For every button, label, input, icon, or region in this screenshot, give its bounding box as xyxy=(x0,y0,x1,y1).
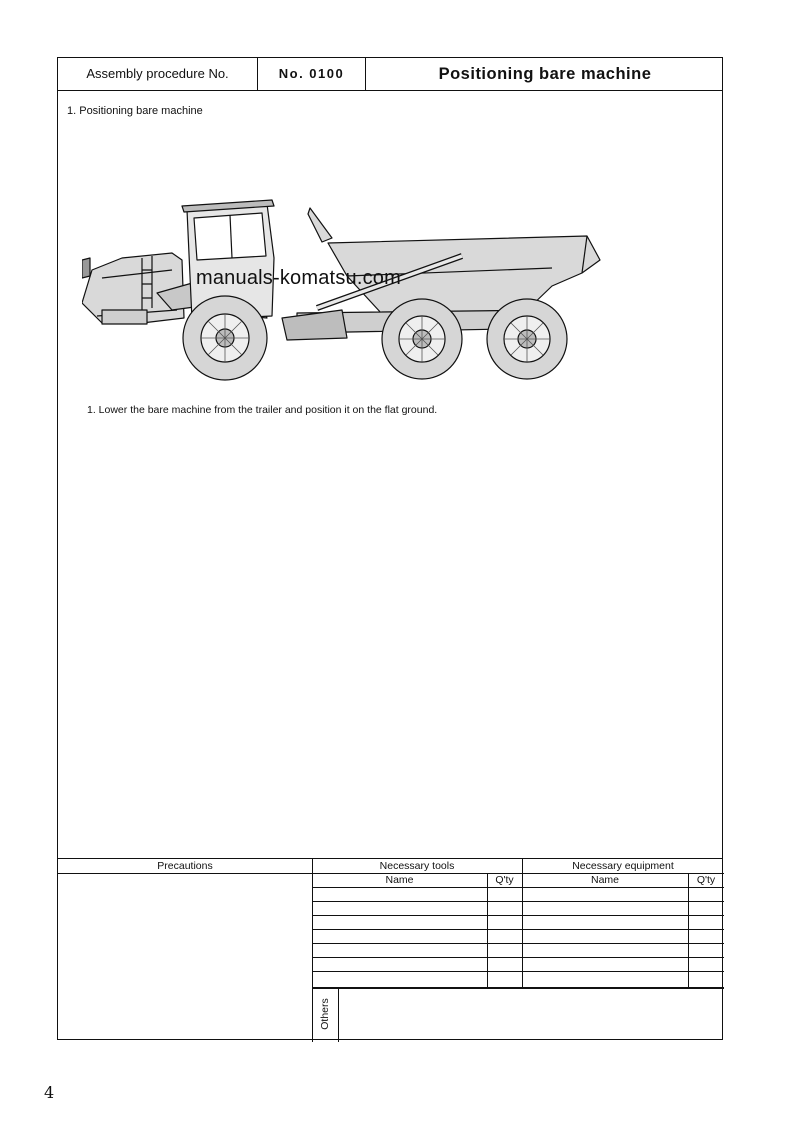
table-rule xyxy=(688,873,689,987)
procedure-sheet xyxy=(57,57,723,1040)
table-rule xyxy=(312,943,724,944)
table-rule xyxy=(312,957,724,958)
table-rule xyxy=(312,887,724,888)
equipment-name-header: Name xyxy=(590,874,619,886)
tools-name-header: Name xyxy=(385,874,414,886)
procedure-label: Assembly procedure No. xyxy=(58,58,258,90)
necessary-tools-header: Necessary tools xyxy=(379,860,455,872)
sheet-header xyxy=(58,58,722,91)
section-title: 1. Positioning bare machine xyxy=(67,105,203,117)
tools-qty-header: Q'ty xyxy=(495,874,514,886)
table-rule xyxy=(312,971,724,972)
requirements-table xyxy=(58,858,722,1042)
table-rule xyxy=(312,929,724,930)
procedure-number: No. 0100 xyxy=(258,58,366,90)
watermark-text: manuals-komatsu.com xyxy=(196,267,401,289)
others-label: Others xyxy=(319,998,332,1030)
table-rule xyxy=(522,859,523,987)
dump-truck-figure xyxy=(82,198,602,383)
table-rule xyxy=(487,873,488,987)
precautions-header: Precautions xyxy=(157,860,213,872)
table-rule xyxy=(312,901,724,902)
table-rule xyxy=(338,987,339,1042)
procedure-title: Positioning bare machine xyxy=(438,65,652,83)
page-number: 4 xyxy=(44,1083,55,1102)
table-rule xyxy=(312,987,724,989)
step-1: 1. Lower the bare machine from the trailer and position it on the flat ground. xyxy=(87,404,438,416)
equipment-qty-header: Q'ty xyxy=(696,874,716,886)
table-rule xyxy=(312,915,724,916)
table-rule xyxy=(58,873,724,874)
necessary-equipment-header: Necessary equipment xyxy=(572,860,674,872)
